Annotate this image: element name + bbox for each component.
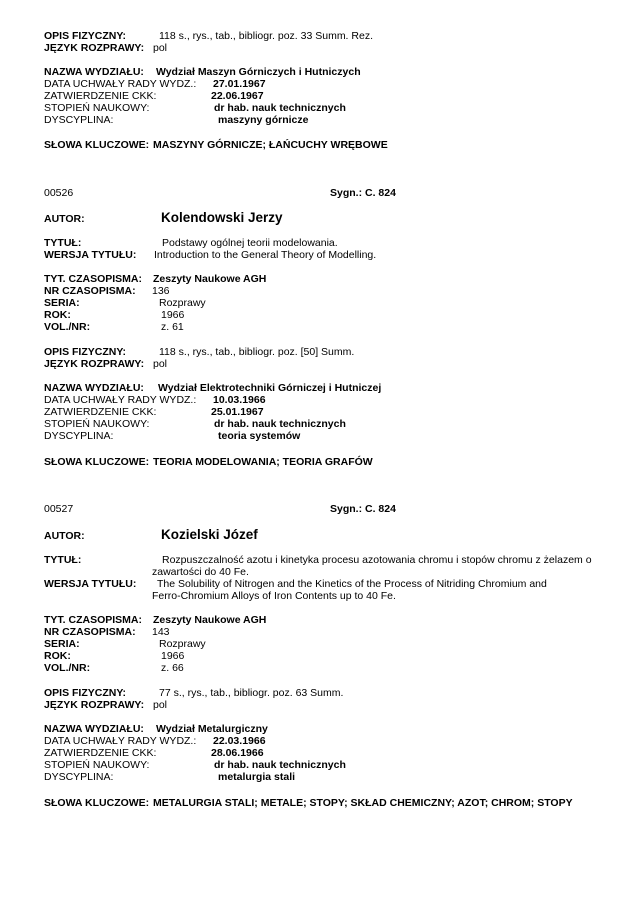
nr-value: 143 xyxy=(152,626,170,638)
rok-value: 1966 xyxy=(161,309,185,321)
ckk-value: 28.06.1966 xyxy=(211,747,264,759)
tytul-value-line1: Rozpuszczalność azotu i kinetyka procesu azotowania chromu i stopów chromu z żelazem o xyxy=(162,554,592,566)
wydzial-value: Wydział Metalurgiczny xyxy=(156,723,268,735)
nr-label: NR CZASOPISMA: xyxy=(44,285,136,297)
seria-label: SERIA: xyxy=(44,297,80,309)
stopien-label: STOPIEŃ NAUKOWY: xyxy=(44,102,150,114)
slowa-value: METALURGIA STALI; METALE; STOPY; SKŁAD CHEMICZNY; AZOT; CHROM; STOPY xyxy=(153,797,573,809)
czasopisma-label: TYT. CZASOPISMA: xyxy=(44,614,143,626)
jezyk-value: pol xyxy=(153,358,168,370)
stopien-label: STOPIEŃ NAUKOWY: xyxy=(44,418,150,430)
wydzial-value: Wydział Elektrotechniki Górniczej i Hutniczej xyxy=(158,382,382,394)
opis-label: OPIS FIZYCZNY: xyxy=(44,346,127,358)
vol-label: VOL./NR: xyxy=(44,321,91,333)
tytul-value-line2: zawartości do 40 Fe. xyxy=(152,566,249,578)
slowa-label: SŁOWA KLUCZOWE: xyxy=(44,456,150,468)
ckk-label: ZATWIERDZENIE CKK: xyxy=(44,406,157,418)
stopien-value: dr hab. nauk technicznych xyxy=(214,102,346,114)
sygnatura: Sygn.: C. 824 xyxy=(330,503,396,515)
wersja-label: WERSJA TYTUŁU: xyxy=(44,249,137,261)
jezyk-value: pol xyxy=(153,42,168,54)
seria-label: SERIA: xyxy=(44,638,80,650)
tytul-label: TYTUŁ: xyxy=(44,237,82,249)
czasopisma-value: Zeszyty Naukowe AGH xyxy=(153,273,267,285)
jezyk-label: JĘZYK ROZPRAWY: xyxy=(44,699,145,711)
dyscyplina-label: DYSCYPLINA: xyxy=(44,114,114,126)
autor-value: Kolendowski Jerzy xyxy=(161,210,283,225)
seria-value: Rozprawy xyxy=(159,638,206,650)
stopien-label: STOPIEŃ NAUKOWY: xyxy=(44,759,150,771)
stopien-value: dr hab. nauk technicznych xyxy=(214,759,346,771)
tytul-value: Podstawy ogólnej teorii modelowania. xyxy=(162,237,338,249)
nr-value: 136 xyxy=(152,285,170,297)
wersja-value-line2: Ferro-Chromium Alloys of Iron Contents up to 40 Fe. xyxy=(152,590,396,602)
data-value: 27.01.1967 xyxy=(213,78,266,90)
jezyk-label: JĘZYK ROZPRAWY: xyxy=(44,358,145,370)
slowa-value: MASZYNY GÓRNICZE; ŁAŃCUCHY WRĘBOWE xyxy=(153,139,388,151)
stopien-value: dr hab. nauk technicznych xyxy=(214,418,346,430)
vol-value: z. 66 xyxy=(161,662,184,674)
seria-value: Rozprawy xyxy=(159,297,206,309)
wydzial-value: Wydział Maszyn Górniczych i Hutniczych xyxy=(156,66,361,78)
opis-value: 118 s., rys., tab., bibliogr. poz. [50] Summ. xyxy=(159,346,355,358)
tytul-label: TYTUŁ: xyxy=(44,554,82,566)
opis-label: OPIS FIZYCZNY: xyxy=(44,687,127,699)
jezyk-label: JĘZYK ROZPRAWY: xyxy=(44,42,145,54)
ckk-value: 25.01.1967 xyxy=(211,406,264,418)
czasopisma-value: Zeszyty Naukowe AGH xyxy=(153,614,267,626)
wersja-value-line1: The Solubility of Nitrogen and the Kinetics of the Process of Nitriding Chromium and xyxy=(157,578,547,590)
vol-value: z. 61 xyxy=(161,321,184,333)
slowa-label: SŁOWA KLUCZOWE: xyxy=(44,139,150,151)
autor-label: AUTOR: xyxy=(44,213,85,225)
data-value: 10.03.1966 xyxy=(213,394,266,406)
wydzial-label: NAZWA WYDZIAŁU: xyxy=(44,382,144,394)
nr-label: NR CZASOPISMA: xyxy=(44,626,136,638)
opis-value: 118 s., rys., tab., bibliogr. poz. 33 Summ. Rez. xyxy=(159,30,373,42)
dyscyplina-value: teoria systemów xyxy=(218,430,301,442)
data-label: DATA UCHWAŁY RADY WYDZ.: xyxy=(44,78,197,90)
ckk-label: ZATWIERDZENIE CKK: xyxy=(44,747,157,759)
record-number: 00527 xyxy=(44,503,74,515)
opis-value: 77 s., rys., tab., bibliogr. poz. 63 Summ. xyxy=(159,687,344,699)
sygnatura: Sygn.: C. 824 xyxy=(330,187,396,199)
dyscyplina-value: maszyny górnicze xyxy=(218,114,309,126)
rok-value: 1966 xyxy=(161,650,185,662)
wersja-label: WERSJA TYTUŁU: xyxy=(44,578,137,590)
ckk-value: 22.06.1967 xyxy=(211,90,264,102)
dyscyplina-value: metalurgia stali xyxy=(218,771,296,783)
dyscyplina-label: DYSCYPLINA: xyxy=(44,430,114,442)
record-number: 00526 xyxy=(44,187,74,199)
slowa-label: SŁOWA KLUCZOWE: xyxy=(44,797,150,809)
dyscyplina-label: DYSCYPLINA: xyxy=(44,771,114,783)
jezyk-value: pol xyxy=(153,699,168,711)
data-value: 22.03.1966 xyxy=(213,735,266,747)
data-label: DATA UCHWAŁY RADY WYDZ.: xyxy=(44,394,197,406)
rok-label: ROK: xyxy=(44,650,71,662)
czasopisma-label: TYT. CZASOPISMA: xyxy=(44,273,143,285)
wersja-value: Introduction to the General Theory of Modelling. xyxy=(154,249,377,261)
data-label: DATA UCHWAŁY RADY WYDZ.: xyxy=(44,735,197,747)
wydzial-label: NAZWA WYDZIAŁU: xyxy=(44,723,144,735)
wydzial-label: NAZWA WYDZIAŁU: xyxy=(44,66,144,78)
autor-label: AUTOR: xyxy=(44,530,85,542)
opis-label: OPIS FIZYCZNY: xyxy=(44,30,127,42)
ckk-label: ZATWIERDZENIE CKK: xyxy=(44,90,157,102)
vol-label: VOL./NR: xyxy=(44,662,91,674)
autor-value: Kozielski Józef xyxy=(161,527,258,542)
rok-label: ROK: xyxy=(44,309,71,321)
slowa-value: TEORIA MODELOWANIA; TEORIA GRAFÓW xyxy=(153,456,373,468)
